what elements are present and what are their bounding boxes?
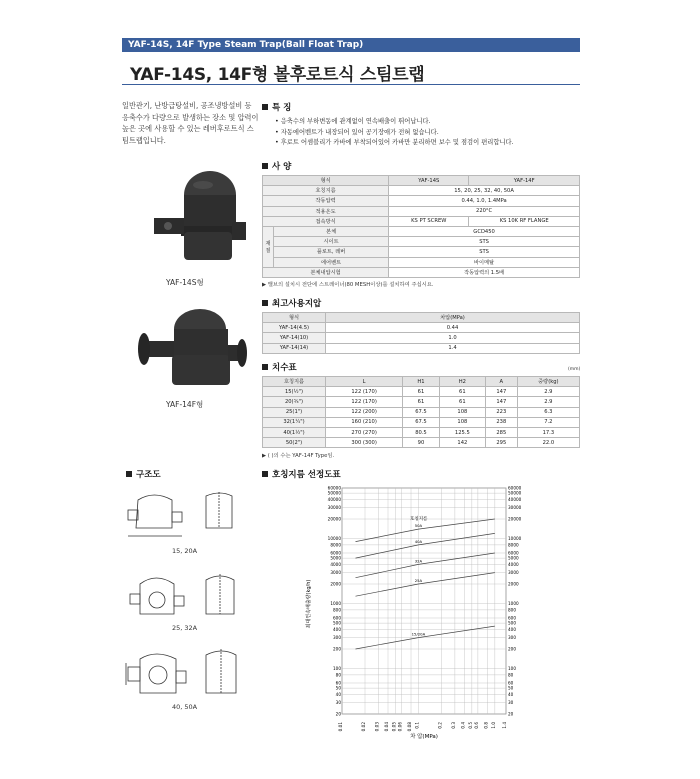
spec-table	[262, 175, 580, 278]
x-tick-label: 1.4	[502, 722, 507, 729]
dims-col: H2	[439, 377, 485, 387]
features-list	[275, 117, 585, 149]
y-tick-label: 400	[333, 626, 341, 632]
selection-chart	[306, 484, 535, 744]
dims-cell: 15(½")	[263, 387, 326, 397]
spec-material-value: STS	[389, 237, 580, 247]
y-tick-label-right: 1000	[508, 601, 519, 607]
dims-cell: 223	[485, 407, 517, 417]
feature-item: • 자동에어벤트가 내장되어 있어 공기장애가 전혀 없습니다.	[275, 128, 585, 139]
dims-cell: 122 (170)	[326, 397, 403, 407]
x-tick-label: 0.01	[338, 722, 343, 732]
series-line	[356, 553, 495, 578]
series-label: 15/20A	[411, 631, 426, 637]
x-tick-label: 0.08	[407, 722, 413, 732]
y-tick-label-right: 10000	[508, 536, 522, 542]
y-tick-label: 3000	[330, 570, 341, 576]
spec-material-part: 에어벤트	[274, 257, 389, 267]
maxp-row-model: YAF-14(4.5)	[263, 323, 326, 333]
x-tick-label: 1.0	[490, 722, 496, 729]
dims-cell: 2.9	[517, 387, 579, 397]
dims-cell: 25(1")	[263, 407, 326, 417]
x-tick-label: 0.02	[361, 722, 367, 732]
dims-cell: 17.3	[517, 427, 579, 437]
y-tick-label-right: 3000	[508, 570, 519, 576]
y-tick-label: 60	[335, 680, 341, 686]
dims-cell: 40(1½")	[263, 427, 326, 437]
dims-cell: 142	[439, 438, 485, 448]
y-tick-label-right: 30000	[508, 505, 522, 511]
dims-cell: 20(¾")	[263, 397, 326, 407]
dims-cell: 125.5	[439, 427, 485, 437]
y-tick-label-right: 60	[508, 680, 514, 686]
dims-unit: (mm)	[568, 367, 581, 372]
yaf-14f-caption: YAF-14F형	[166, 400, 204, 409]
y-tick-label-right: 300	[508, 635, 516, 641]
y-tick-label: 50000	[327, 490, 341, 496]
dims-cell: 61	[439, 387, 485, 397]
dims-cell: 7.2	[517, 417, 579, 427]
y-tick-label: 500	[333, 620, 341, 626]
x-tick-label: 0.3	[450, 722, 456, 729]
y-tick-label-right: 400	[508, 626, 516, 632]
spec-note: ▶ 밸브의 설치시 전단에 스트레이너(80 MESH이상)를 설치하여 주십시요.	[262, 282, 434, 288]
y-tick-label: 2000	[330, 581, 341, 587]
y-tick-label: 50	[335, 685, 341, 691]
x-tick-label: 0.6	[473, 722, 479, 729]
spec-row-value: 0.44, 1.0, 1.4MPa	[389, 196, 580, 206]
spec-material-value: 바이메탈	[389, 257, 580, 267]
series-label: 50A	[414, 523, 423, 529]
page-title: YAF-14S, 14F형 볼후로트식 스팀트랩	[130, 65, 425, 85]
dims-cell: 61	[403, 387, 440, 397]
x-tick-label: 0.1	[414, 722, 420, 729]
spec-conn-f: KS 10K RF FLANGE	[469, 216, 580, 226]
spec-material-part: 시이트	[274, 237, 389, 247]
yaf-14s-caption: YAF-14S형	[166, 278, 204, 287]
intro-text: 일반관기, 난방급탕설비, 공조냉방설비 등 응축수가 다량으로 발생하는 장소 및 압력이 높은 곳에 사용할 수 있는 레버후로트식 스팀트랩입니다.	[122, 101, 259, 145]
structure-heading: 구조도	[126, 468, 161, 480]
x-tick-label: 0.4	[460, 722, 466, 729]
maxp-row-model: YAF-14(14)	[263, 343, 326, 353]
spec-pressure-label: 본체내압시험	[263, 267, 389, 277]
spec-col-f: YAF-14F	[469, 176, 580, 186]
y-tick-label: 80	[335, 672, 341, 678]
title-rule	[122, 84, 580, 85]
y-tick-label: 30	[335, 700, 341, 706]
y-tick-label-right: 5000	[508, 555, 519, 561]
y-tick-label: 200	[333, 646, 341, 652]
dims-cell: 147	[485, 387, 517, 397]
dims-cell: 6.3	[517, 407, 579, 417]
y-tick-label-right: 100	[508, 666, 516, 672]
spec-material-part: 플로트, 레버	[274, 247, 389, 257]
dims-cell: 122 (200)	[326, 407, 403, 417]
y-tick-label-right: 50000	[508, 490, 522, 496]
maxp-col-model: 형식	[263, 313, 326, 323]
maxp-row-value: 1.4	[326, 343, 580, 353]
spec-material-value: STS	[389, 247, 580, 257]
y-tick-label-right: 8000	[508, 542, 519, 548]
y-tick-label: 4000	[330, 561, 341, 567]
dims-cell: 90	[403, 438, 440, 448]
dims-cell: 238	[485, 417, 517, 427]
y-tick-label: 600	[333, 615, 341, 621]
dims-cell: 2.9	[517, 397, 579, 407]
dims-col: A	[485, 377, 517, 387]
x-tick-label: 0.06	[397, 722, 403, 732]
spec-material-label: 재 질	[263, 226, 274, 267]
maxp-row-value: 0.44	[326, 323, 580, 333]
page-banner: YAF-14S, 14F Type Steam Trap(Ball Float Trap)	[122, 38, 580, 52]
dims-col: 중량(kg)	[517, 377, 579, 387]
spec-conn-label: 접속방식	[263, 216, 389, 226]
spec-row-label: 작동압력	[263, 196, 389, 206]
y-tick-label: 20	[335, 711, 341, 717]
yaf-14s-photo	[148, 170, 248, 265]
spec-col-model: 형식	[263, 176, 389, 186]
maxp-heading: 최고사용지압	[262, 297, 321, 309]
dims-heading: 치수표	[262, 361, 297, 373]
y-axis-label: 최대연속배출량(kg/h)	[306, 579, 312, 629]
selection-heading: 호칭지름 선정도표	[262, 468, 341, 480]
y-tick-label: 60000	[327, 485, 341, 491]
y-tick-label-right: 20000	[508, 516, 522, 522]
y-tick-label: 10000	[327, 536, 341, 542]
y-tick-label: 300	[333, 635, 341, 641]
y-tick-label-right: 20	[508, 711, 514, 717]
y-tick-label-right: 40000	[508, 496, 522, 502]
dims-col: 호칭지름	[263, 377, 326, 387]
x-tick-label: 0.03	[374, 722, 380, 732]
series-label: 25A	[414, 578, 423, 584]
dims-col: L	[326, 377, 403, 387]
feature-item: • 후로트 어셈블리가 카바에 부착되어있어 카바만 분리하면 보수 및 점검이 편리합니다.	[275, 138, 585, 149]
spec-row-label: 적용온도	[263, 206, 389, 216]
x-axis-label: 차 압(MPa)	[410, 734, 438, 740]
dims-cell: 61	[403, 397, 440, 407]
dims-cell: 147	[485, 397, 517, 407]
dims-cell: 67.5	[403, 417, 440, 427]
x-tick-label: 0.2	[437, 722, 443, 729]
y-tick-label: 20000	[327, 516, 341, 522]
dims-cell: 122 (170)	[326, 387, 403, 397]
y-tick-label-right: 6000	[508, 550, 519, 556]
spec-heading: 사 양	[262, 160, 291, 172]
spec-pressure-value: 작동압력의 1.5배	[389, 267, 580, 277]
maxp-col-value: 차압(MPa)	[326, 313, 580, 323]
structure-drawing-15-20a	[120, 488, 245, 543]
y-tick-label-right: 60000	[508, 485, 522, 491]
dims-cell: 160 (210)	[326, 417, 403, 427]
y-tick-label-right: 800	[508, 607, 516, 613]
spec-material-part: 본체	[274, 226, 389, 236]
x-tick-label: 0.8	[483, 722, 489, 729]
y-tick-label: 1000	[330, 601, 341, 607]
dims-table	[262, 376, 580, 448]
y-tick-label-right: 80	[508, 672, 514, 678]
spec-col-s: YAF-14S	[389, 176, 469, 186]
y-tick-label-right: 500	[508, 620, 516, 626]
series-label: 32A	[414, 558, 423, 564]
spec-conn-s: KS PT SCREW	[389, 216, 469, 226]
structure-caption: 40, 50A	[172, 703, 198, 711]
dims-cell: 108	[439, 417, 485, 427]
y-tick-label-right: 200	[508, 646, 516, 652]
dims-cell: 67.5	[403, 407, 440, 417]
dims-cell: 80.5	[403, 427, 440, 437]
maxp-row-model: YAF-14(10)	[263, 333, 326, 343]
y-tick-label: 6000	[330, 550, 341, 556]
x-tick-label: 0.04	[384, 722, 390, 732]
dims-col: H1	[403, 377, 440, 387]
y-tick-label-right: 600	[508, 615, 516, 621]
dims-cell: 270 (270)	[326, 427, 403, 437]
structure-drawing-25-32a	[120, 570, 245, 625]
y-tick-label: 800	[333, 607, 341, 613]
series-label: 40A	[414, 538, 423, 544]
features-heading: 특 징	[262, 101, 291, 113]
feature-item: • 응축수의 부하변동에 관계없이 연속배출이 뛰어납니다.	[275, 117, 585, 128]
y-tick-label-right: 50	[508, 685, 514, 691]
dims-cell: 50(2")	[263, 438, 326, 448]
y-tick-label: 40	[335, 691, 341, 697]
structure-caption: 25, 32A	[172, 624, 198, 632]
chart-annotation: 호칭지름	[410, 517, 428, 522]
yaf-14f-photo	[134, 305, 249, 390]
dims-cell: 61	[439, 397, 485, 407]
x-tick-label: 0.05	[391, 722, 397, 732]
y-tick-label: 100	[333, 666, 341, 672]
dims-cell: 22.0	[517, 438, 579, 448]
dims-cell: 32(1¼")	[263, 417, 326, 427]
dims-cell: 108	[439, 407, 485, 417]
spec-row-value: 15, 20, 25, 32, 40, 50A	[389, 186, 580, 196]
y-tick-label: 8000	[330, 542, 341, 548]
y-tick-label-right: 40	[508, 691, 514, 697]
dims-cell: 295	[485, 438, 517, 448]
dims-cell: 285	[485, 427, 517, 437]
maxp-table	[262, 312, 580, 354]
y-tick-label-right: 2000	[508, 581, 519, 587]
y-tick-label: 30000	[327, 505, 341, 511]
dims-cell: 300 (300)	[326, 438, 403, 448]
maxp-row-value: 1.0	[326, 333, 580, 343]
y-tick-label: 5000	[330, 555, 341, 561]
x-tick-label: 0.5	[467, 722, 473, 729]
y-tick-label-right: 4000	[508, 561, 519, 567]
spec-row-value: 220°C	[389, 206, 580, 216]
series-line	[356, 519, 495, 542]
dims-note: ▶ ( )의 수는 YAF-14F Type임.	[262, 453, 335, 459]
series-line	[356, 573, 495, 597]
y-tick-label: 40000	[327, 496, 341, 502]
spec-material-value: GCD450	[389, 226, 580, 236]
y-tick-label-right: 30	[508, 700, 514, 706]
spec-row-label: 호칭지름	[263, 186, 389, 196]
structure-caption: 15, 20A	[172, 547, 198, 555]
structure-drawing-40-50a	[120, 645, 245, 705]
